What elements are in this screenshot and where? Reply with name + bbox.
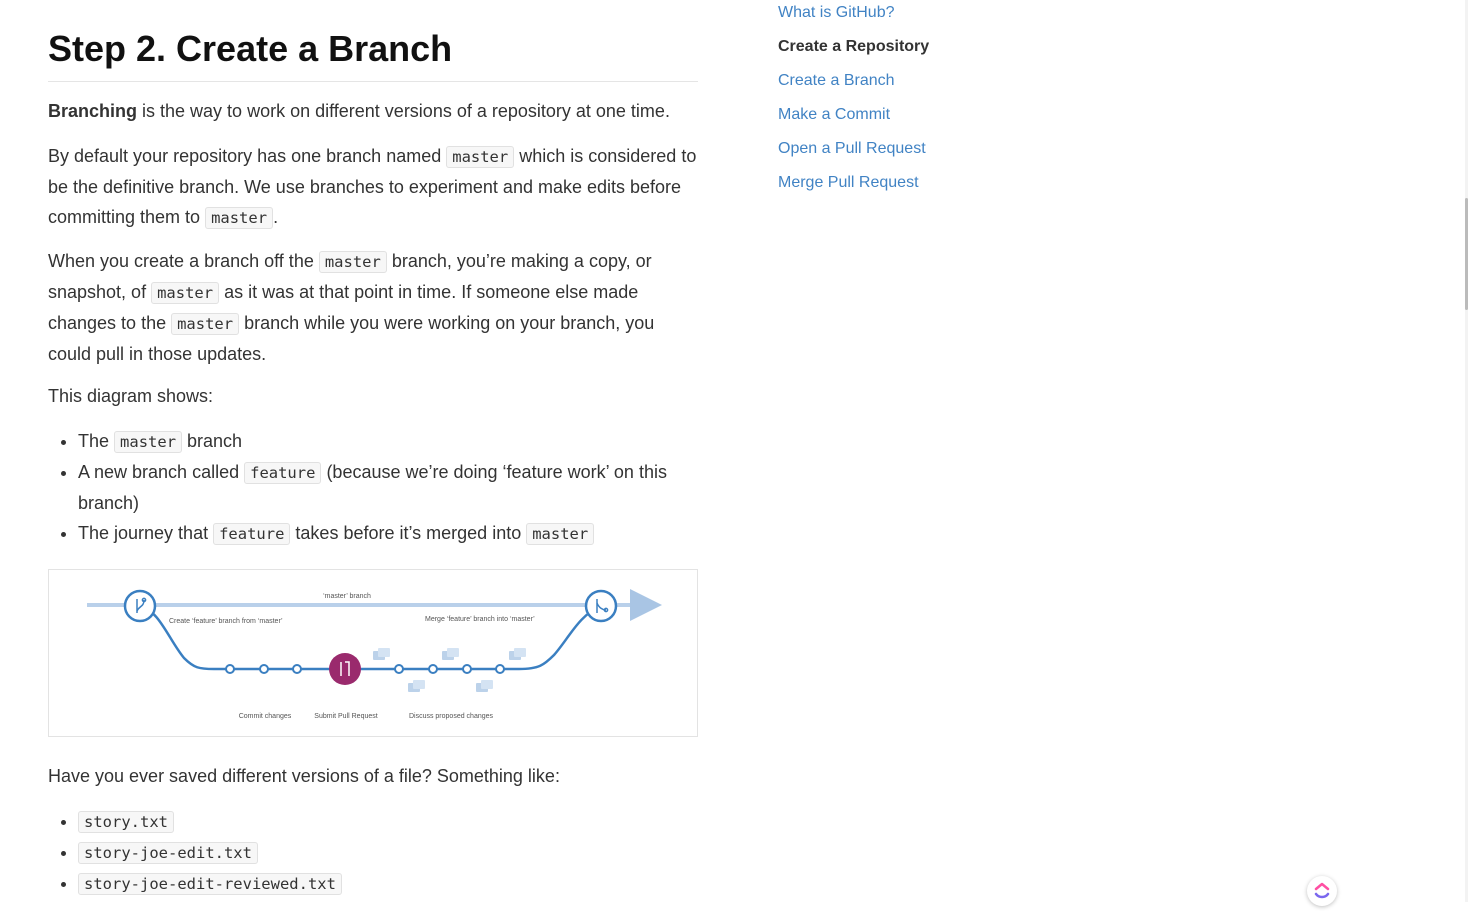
paragraph-versions-question: Have you ever saved different versions of a file? Something like: [48, 766, 560, 786]
toc-link-make-commit[interactable]: Make a Commit [778, 106, 891, 123]
commit-dot [395, 665, 403, 673]
comment-icon [373, 648, 390, 660]
text: branch, you’re making a copy, or snapshot, of [48, 251, 652, 302]
text: The [78, 431, 115, 451]
create-branch-node-icon [125, 591, 155, 621]
submit-pull-request-label: Submit Pull Request [314, 713, 378, 720]
inline-code: story.txt [78, 811, 174, 833]
toc-link-merge-pull-request[interactable]: Merge Pull Request [778, 174, 919, 191]
commit-dot [463, 665, 471, 673]
list-item [78, 426, 708, 457]
comment-icon [408, 680, 425, 692]
discuss-changes-label: Discuss proposed changes [408, 713, 494, 720]
list-item [78, 457, 708, 518]
commit-dot [226, 665, 234, 673]
commit-dot [429, 665, 437, 673]
file-versions-list [48, 806, 708, 899]
text: takes before it’s merged into [290, 523, 527, 543]
inline-code: story-joe-edit-reviewed.txt [78, 873, 342, 895]
branching-diagram [48, 569, 698, 737]
toc-link-open-pull-request[interactable]: Open a Pull Request [778, 140, 926, 157]
inline-code: master [205, 207, 273, 229]
diagram-points-list [48, 426, 708, 549]
merge-branch-label: Merge ‘feature’ branch into ‘master’ [425, 616, 535, 623]
inline-code: master [171, 313, 239, 335]
commit-dot [293, 665, 301, 673]
inline-code: master [114, 431, 182, 453]
pull-request-node-icon [329, 653, 361, 685]
merge-node-icon [586, 591, 616, 621]
text: branch [182, 431, 243, 451]
list-item [78, 837, 708, 868]
commit-dot [260, 665, 268, 673]
text: . [273, 207, 279, 227]
page-title: Step 2. Create a Branch [48, 28, 698, 82]
toc-link-what-is-github[interactable]: What is GitHub? [778, 4, 895, 21]
diagram-svg [49, 570, 697, 736]
master-branch-label: ‘master’ branch [323, 593, 371, 600]
list-item [78, 518, 708, 549]
text: branch while you were working on your branch, you could pull in those updates. [48, 313, 655, 364]
text: A new branch called [78, 462, 245, 482]
commit-changes-label: Commit changes [238, 713, 292, 720]
create-branch-label: Create ‘feature’ branch from ‘master’ [169, 618, 283, 625]
inline-code: master [446, 146, 514, 168]
strong-text: Branching [48, 101, 138, 121]
inline-code: master [526, 523, 594, 545]
paragraph-default-branch [48, 141, 698, 233]
text: is the way to work on different versions of a repository at one time. [137, 101, 670, 121]
paragraph-diagram-intro: This diagram shows: [48, 386, 214, 406]
inline-code: master [319, 251, 387, 273]
paragraph-snapshot [48, 246, 698, 369]
inline-code: master [151, 282, 219, 304]
text: (because we’re doing ‘feature work’ on this branch) [78, 462, 667, 513]
text: By default your repository has one branch named [48, 146, 447, 166]
text: which is considered to be the definitive branch. We use branches to experiment and make edits before committing them to [48, 146, 697, 227]
paragraph-branching [48, 96, 698, 126]
inline-code: feature [213, 523, 290, 545]
text: The journey that [78, 523, 214, 543]
text: as it was at that point in time. If someone else made changes to the [48, 282, 639, 333]
toc-link-create-branch[interactable]: Create a Branch [778, 72, 895, 89]
comment-icon [476, 680, 493, 692]
toc-link-create-repository[interactable]: Create a Repository [778, 38, 930, 55]
inline-code: story-joe-edit.txt [78, 842, 258, 864]
list-item [78, 806, 708, 837]
comment-icon [509, 648, 526, 660]
inline-code: feature [244, 462, 321, 484]
commit-dot [496, 665, 504, 673]
text: When you create a branch off the [48, 251, 319, 271]
comment-icon [442, 648, 459, 660]
list-item [78, 868, 708, 899]
